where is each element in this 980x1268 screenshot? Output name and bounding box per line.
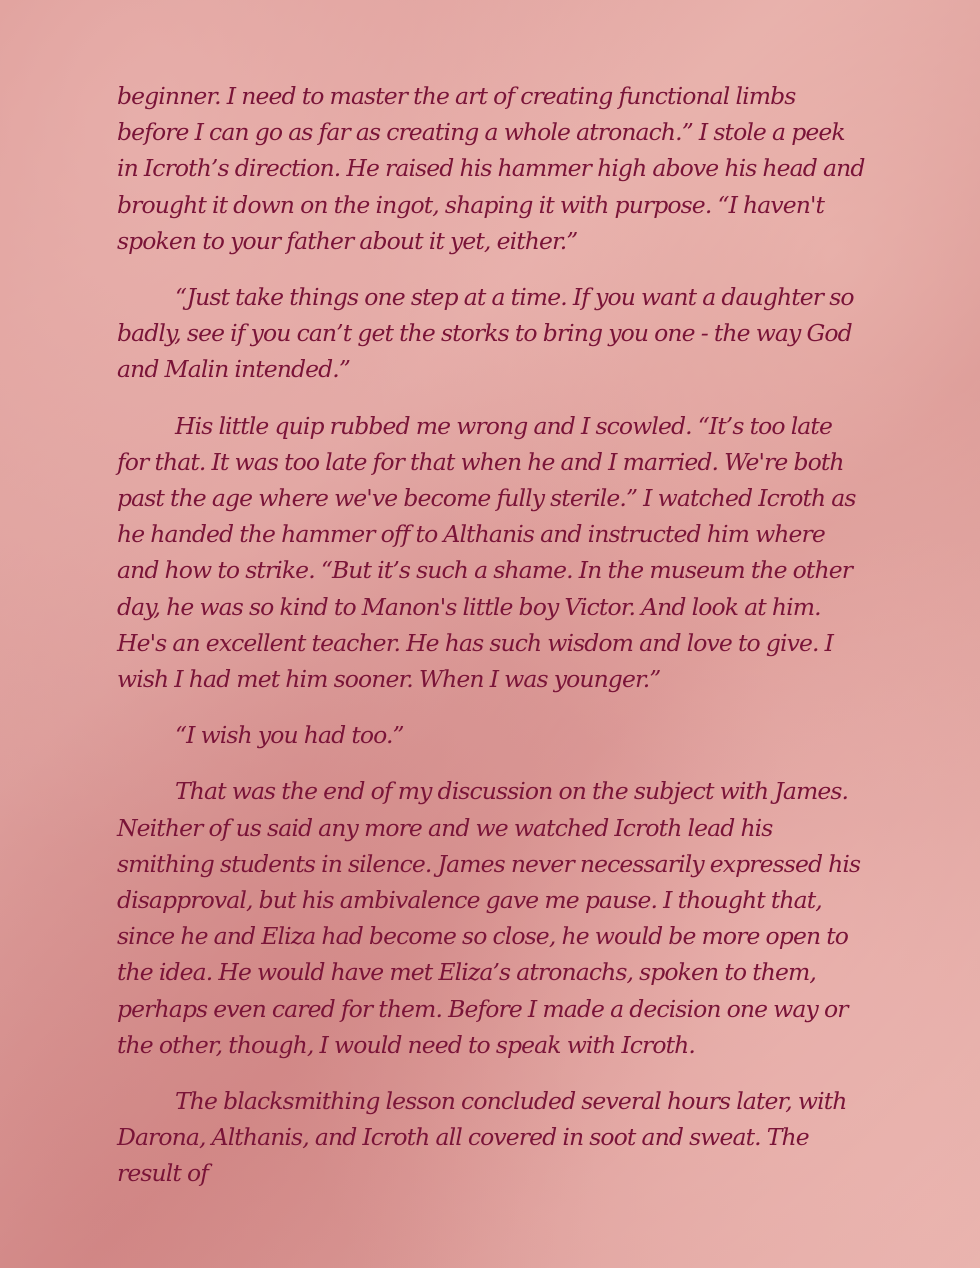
paragraph-5: That was the end of my discussion on the subject with James. Neither of us said any more and we watched Icroth lead his smithing students in silence. James never necessarily expressed his disapproval, but his ambivalence gave me pause. I thought that, since he and Eliza had become so close, he would be more open to the idea. He would have met Eliza’s atronachs, spoken to them, perhaps even cared for them. Before I made a decision one way or the other, though, I would need to speak with Icroth.: [117, 777, 861, 1059]
paragraph-4: “I wish you had too.”: [175, 721, 404, 750]
paragraph-3: His little quip rubbed me wrong and I scowled. “It’s too late for that. It was too late for that when he and I married. We're both past the age where we've become fully sterile.” I watched Icroth as he handed the hammer off to Althanis and instructed him where and how to strike. “But it’s such a shame. In the museum the other day, he was so kind to Manon's little boy Victor. And look at him. He's an excellent teacher. He has such wisdom and love to give. I wish I had met him sooner. When I was younger.”: [117, 411, 856, 694]
paragraph-6: The blacksmithing lesson concluded several hours later, with Darona, Althanis, and Icroth all covered in soot and sweat. The result of: [117, 1087, 847, 1188]
paragraph-2: “Just take things one step at a time. If you want a daughter so badly, see if you can’t get the storks to bring you one - the way God and Malin intended.”: [117, 283, 854, 384]
page-text: [117, 78, 869, 1192]
paragraph-1: beginner. I need to master the art of creating functional limbs before I can go as far as creating a whole atronach.” I stole a peek in Icroth’s direction. He raised his hammer high above his head and brought it down on the ingot, shaping it with purpose. “I haven't spoken to your father about it yet, either.”: [117, 82, 865, 255]
